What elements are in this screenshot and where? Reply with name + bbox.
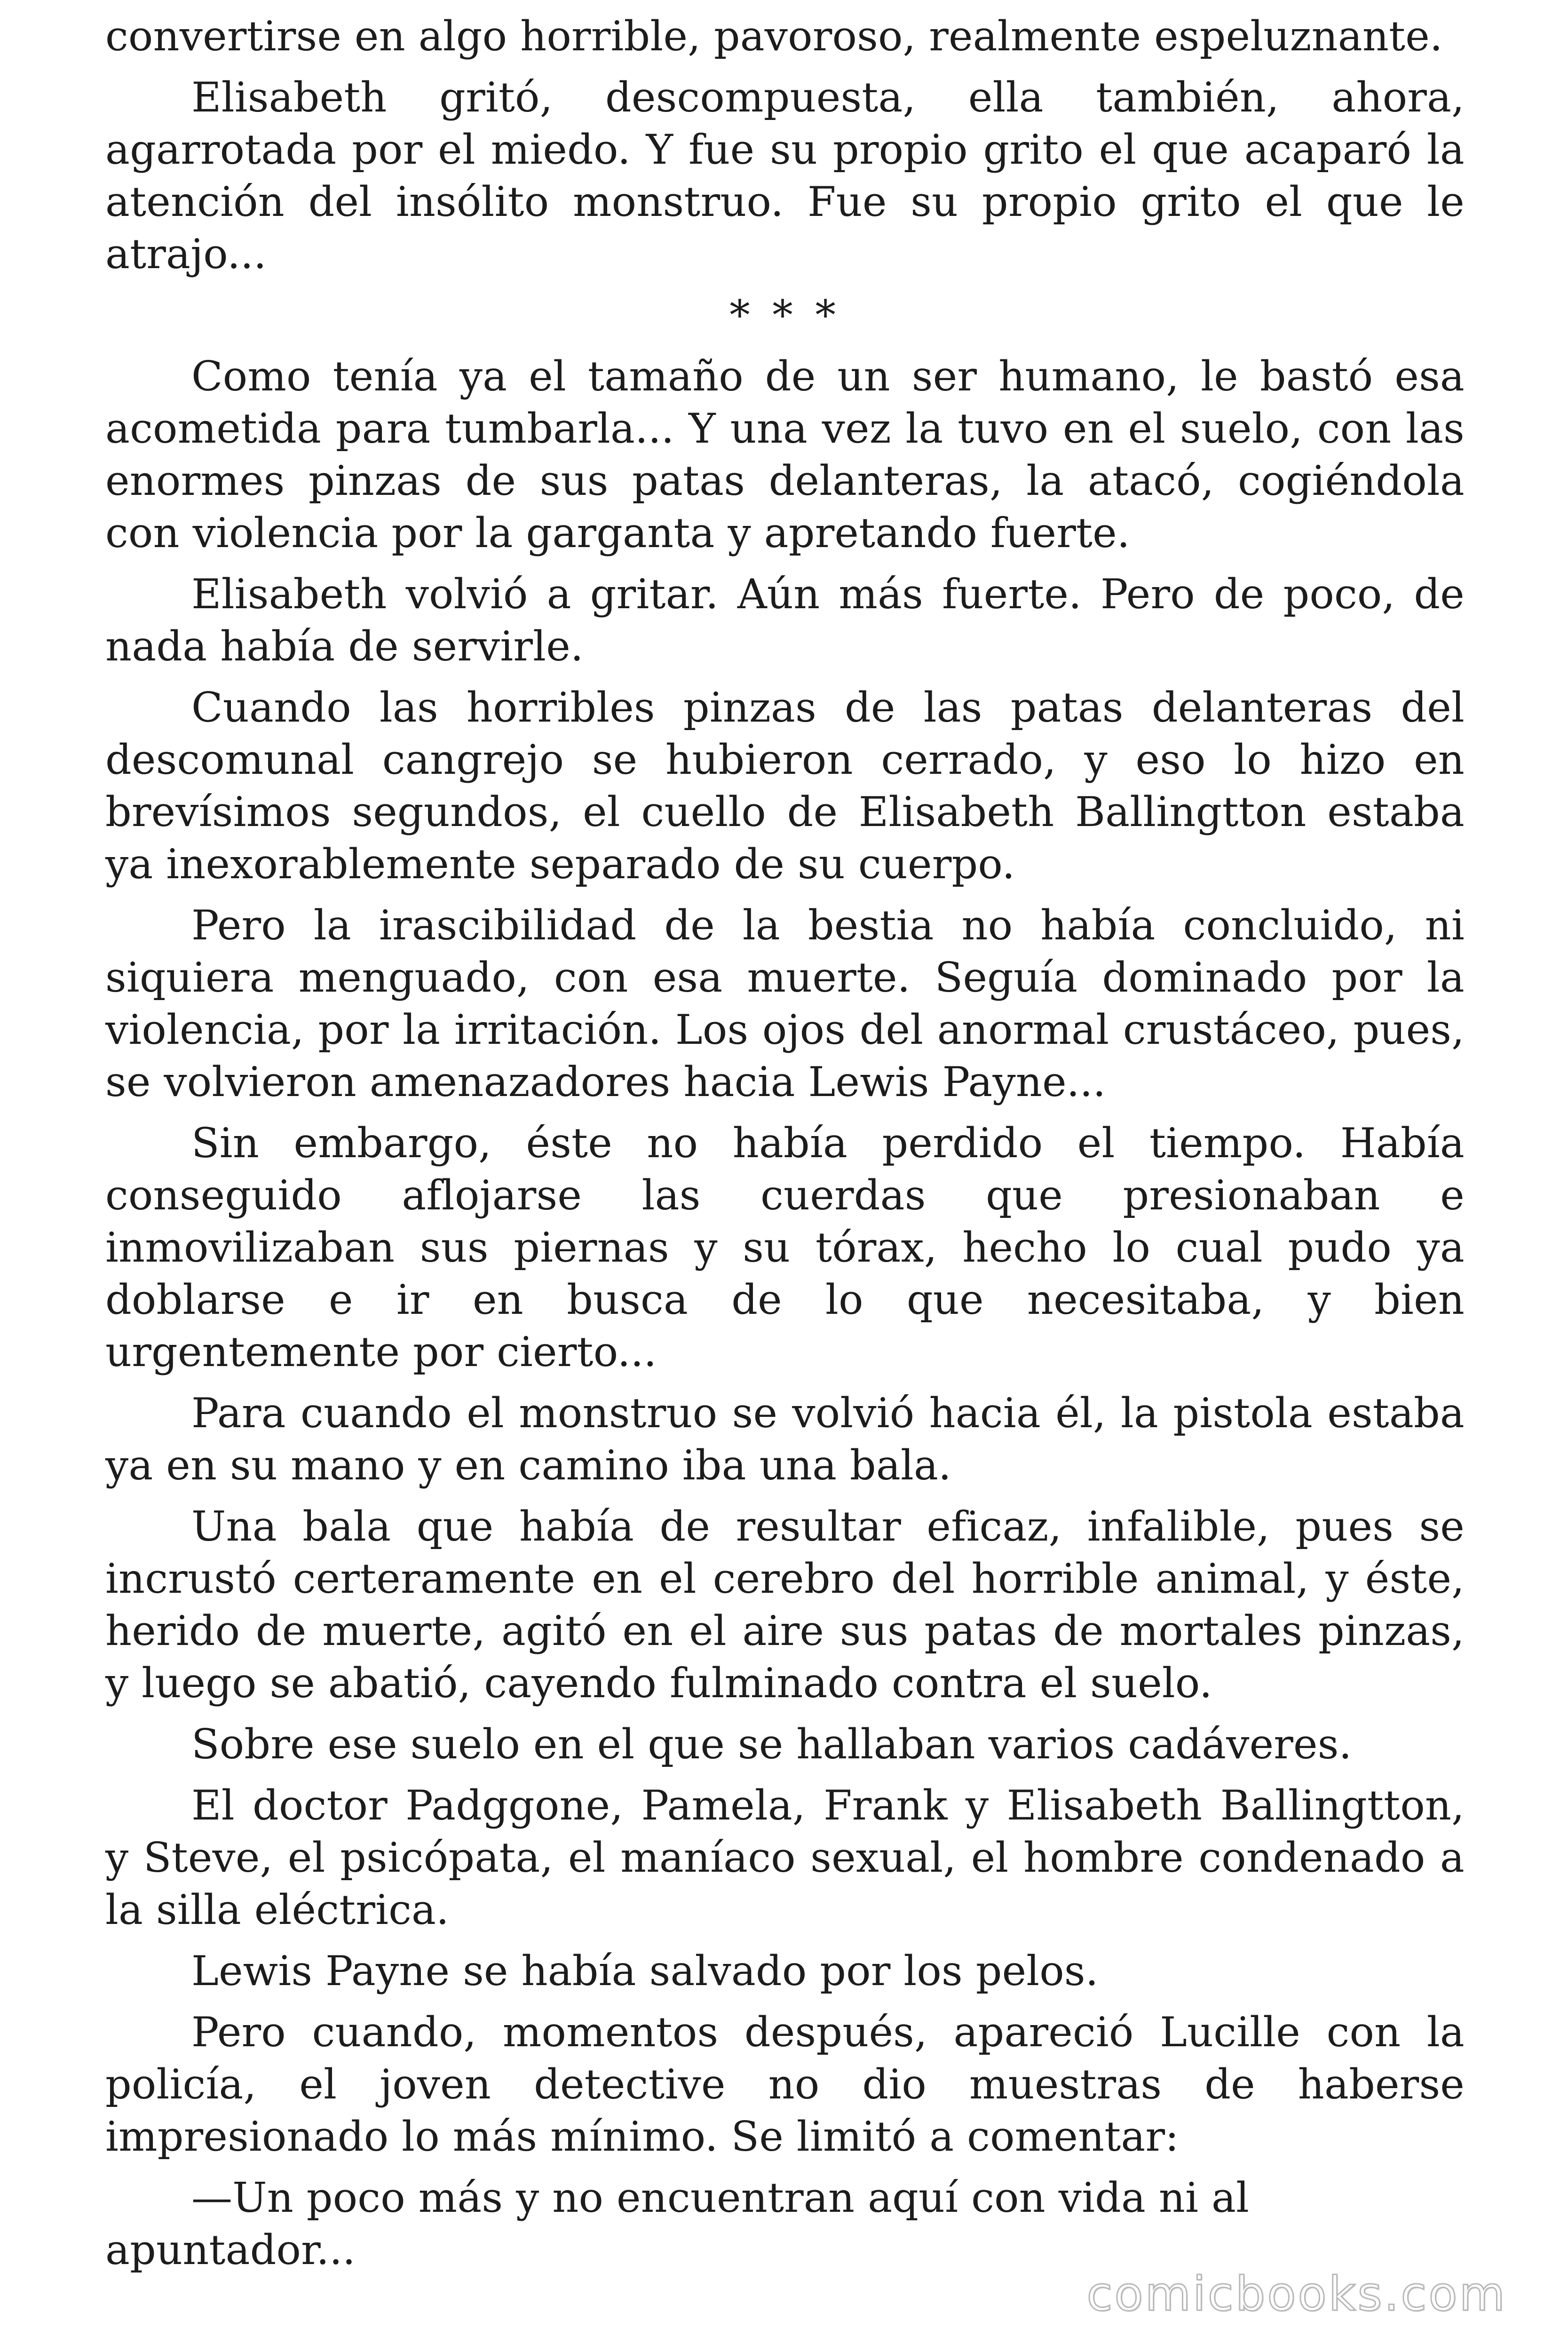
dialogue-line: —Un poco más y no encuentran aquí con vida ni al apuntador...: [105, 2174, 1250, 2274]
paragraph: El doctor Padggone, Pamela, Frank y Elisabeth Ballingtton, y Steve, el psicópata, el maníaco sexual, el hombre condenado a la silla eléctrica.: [105, 1781, 1465, 1934]
paragraph: Como tenía ya el tamaño de un ser humano, le bastó esa acometida para tumbarla... Y una vez la tuvo en el suelo, con las enormes pinzas de sus patas delanteras, la atacó, cogiéndola con violencia por la garganta y apretando fuerte.: [105, 352, 1465, 557]
paragraph: Pero la irascibilidad de la bestia no había concluido, ni siquiera menguado, con esa muerte. Seguía dominado por la violencia, por la irritación. Los ojos del anormal crustáceo, pues, se volvieron amenazadores hacia Lewis Payne...: [105, 901, 1465, 1106]
paragraph: Cuando las horribles pinzas de las patas delanteras del descomunal cangrejo se hubieron cerrado, y eso lo hizo en brevísimos segundos, el cuello de Elisabeth Ballingtton estaba ya inexorablemente separado de su cuerpo.: [105, 683, 1465, 888]
scene-break: * * *: [729, 291, 840, 339]
paragraph: Una bala que había de resultar eficaz, infalible, pues se incrustó certeramente en el cerebro del horrible animal, y éste, herido de muerte, agitó en el aire sus patas de mortales pinzas, y luego se abatió, cayendo fulminado contra el suelo.: [105, 1502, 1465, 1707]
paragraph: Lewis Payne se había salvado por los pelos.: [191, 1947, 1099, 1995]
paragraph: Para cuando el monstruo se volvió hacia él, la pistola estaba ya en su mano y en camino iba una bala.: [105, 1389, 1465, 1489]
watermark: comicbooks.com: [1086, 2266, 1507, 2321]
paragraph: Elisabeth gritó, descompuesta, ella también, ahora, agarrotada por el miedo. Y fue su propio grito el que acaparó la atención del insólito monstruo. Fue su propio grito el que le atrajo...: [105, 73, 1465, 278]
paragraph: Sin embargo, éste no había perdido el tiempo. Había conseguido aflojarse las cuerdas que presionaban e inmovilizaban sus piernas y su tórax, hecho lo cual pudo ya doblarse e ir en busca de lo que necesitaba, y bien urgentemente por cierto...: [105, 1119, 1465, 1376]
paragraph: Pero cuando, momentos después, apareció Lucille con la policía, el joven detective no dio muestras de haberse impresionado lo más mínimo. Se limitó a comentar:: [105, 2008, 1465, 2161]
paragraph: convertirse en algo horrible, pavoroso, realmente espeluznante.: [105, 12, 1443, 60]
page-body: [105, 10, 1465, 2285]
paragraph: Elisabeth volvió a gritar. Aún más fuerte. Pero de poco, de nada había de servirle.: [105, 570, 1465, 670]
paragraph: Sobre ese suelo en el que se hallaban varios cadáveres.: [191, 1720, 1352, 1768]
